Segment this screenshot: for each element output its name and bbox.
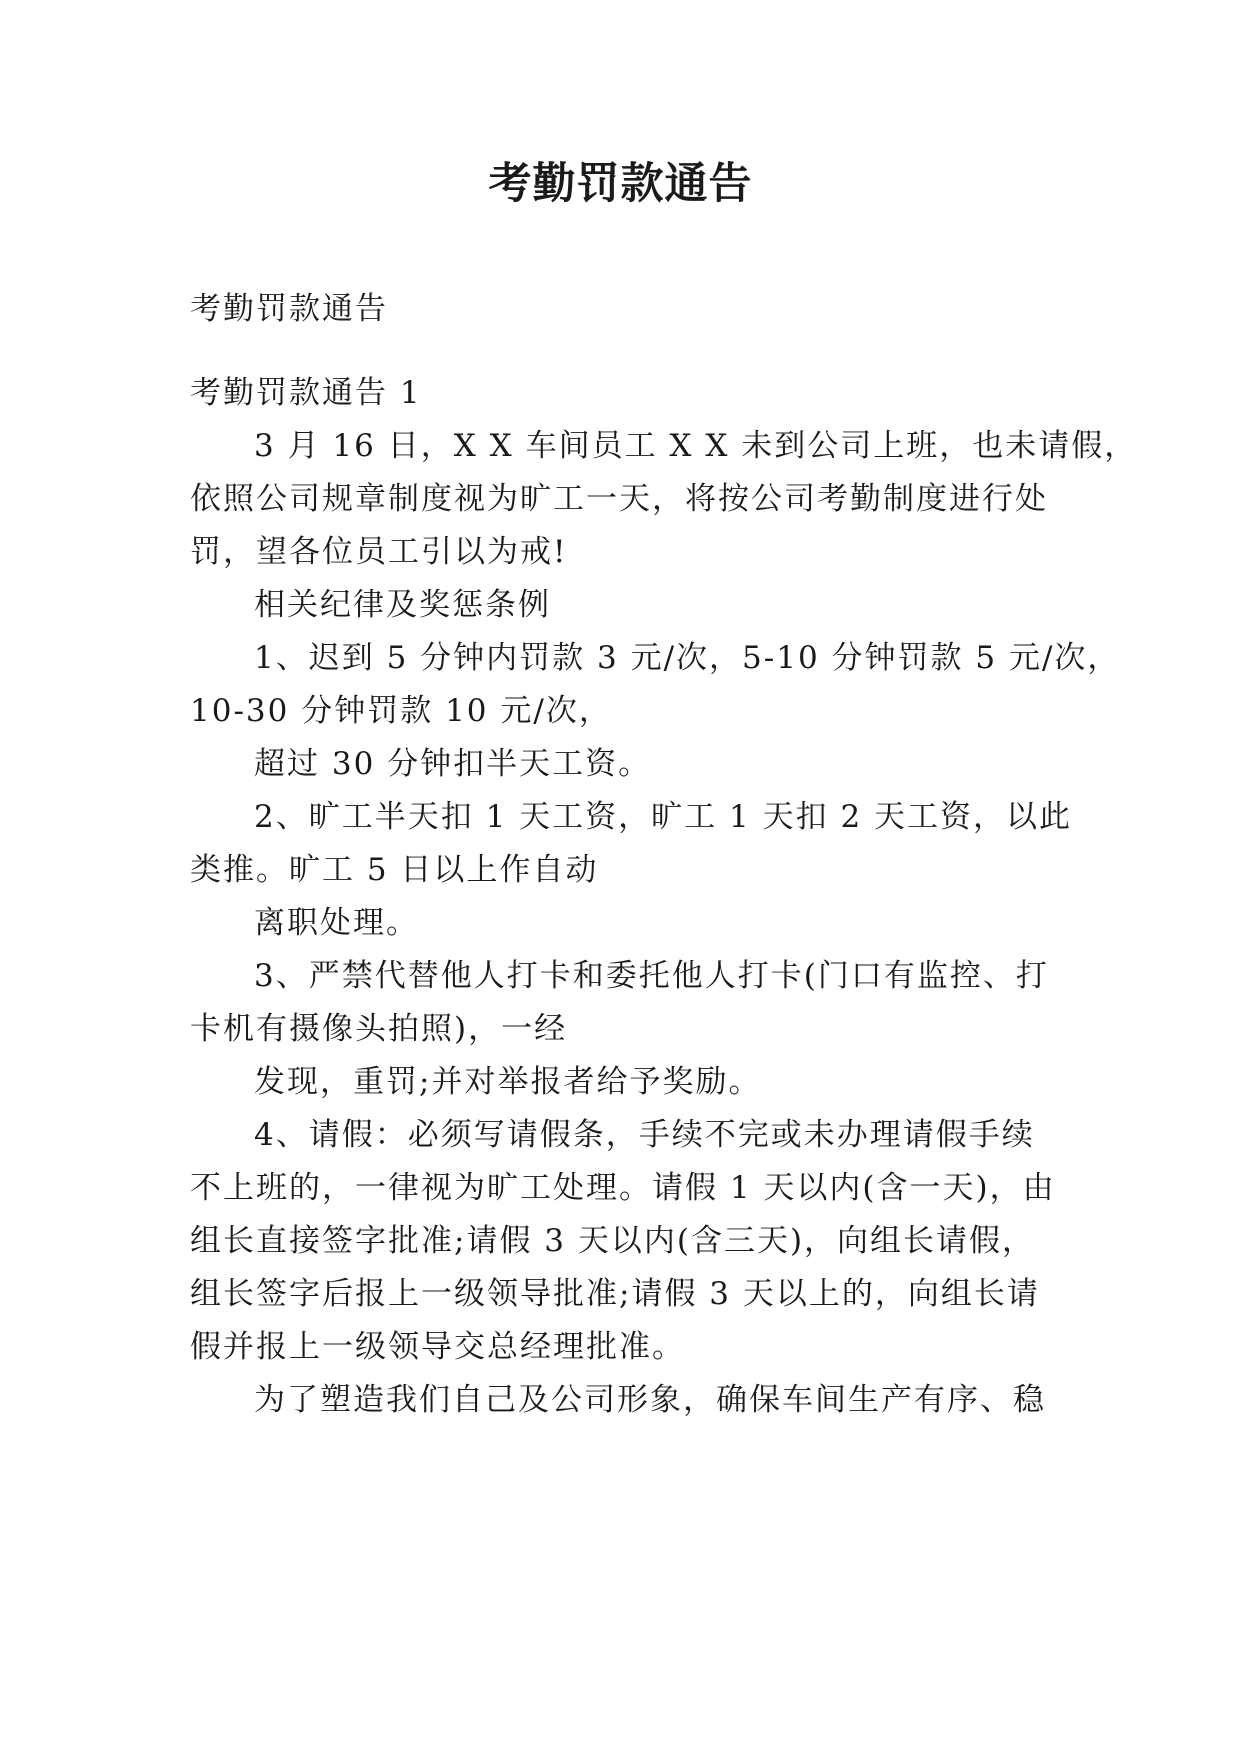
paragraph-line: 3、严禁代替他人打卡和委托他人打卡(门口有监控、打 — [254, 958, 1049, 994]
document-title: 考勤罚款通告 — [488, 159, 753, 209]
paragraph-line: 相关纪律及奖惩条例 — [254, 587, 551, 623]
paragraph-line: 超过 30 分钟扣半天工资。 — [254, 746, 652, 782]
paragraph-line: 不上班的，一律视为旷工处理。请假 1 天以内(含一天)，由 — [190, 1170, 1056, 1206]
paragraph-line: 依照公司规章制度视为旷工一天，将按公司考勤制度进行处 — [190, 481, 1048, 517]
paragraph-line: 卡机有摄像头拍照)，一经 — [190, 1011, 568, 1047]
paragraph-line: 组长签字后报上一级领导批准;请假 3 天以上的，向组长请 — [190, 1276, 1040, 1312]
paragraph-line: 离职处理。 — [254, 905, 419, 941]
paragraph-line: 组长直接签字批准;请假 3 天以内(含三天)，向组长请假， — [190, 1223, 1036, 1259]
paragraph-line: 发现，重罚;并对举报者给予奖励。 — [254, 1064, 762, 1100]
paragraph-line: 为了塑造我们自己及公司形象，确保车间生产有序、稳 — [254, 1382, 1046, 1418]
paragraph-line: 2、旷工半天扣 1 天工资，旷工 1 天扣 2 天工资，以此 — [254, 799, 1073, 835]
paragraph-line: 4、请假：必须写请假条，手续不完或未办理请假手续 — [254, 1117, 1035, 1153]
paragraph-line: 10-30 分钟罚款 10 元/次， — [190, 693, 612, 729]
paragraph-line: 1、迟到 5 分钟内罚款 3 元/次，5-10 分钟罚款 5 元/次， — [254, 640, 1121, 676]
subtitle-line: 考勤罚款通告 — [190, 291, 388, 327]
section-heading: 考勤罚款通告 1 — [190, 375, 422, 411]
paragraph-line: 罚，望各位员工引以为戒! — [190, 534, 568, 570]
paragraph-line: 类推。旷工 5 日以上作自动 — [190, 852, 599, 888]
paragraph-line: 假并报上一级领导交总经理批准。 — [190, 1329, 685, 1365]
paragraph-line: 3 月 16 日，X X 车间员工 X X 未到公司上班，也未请假， — [254, 428, 1138, 464]
